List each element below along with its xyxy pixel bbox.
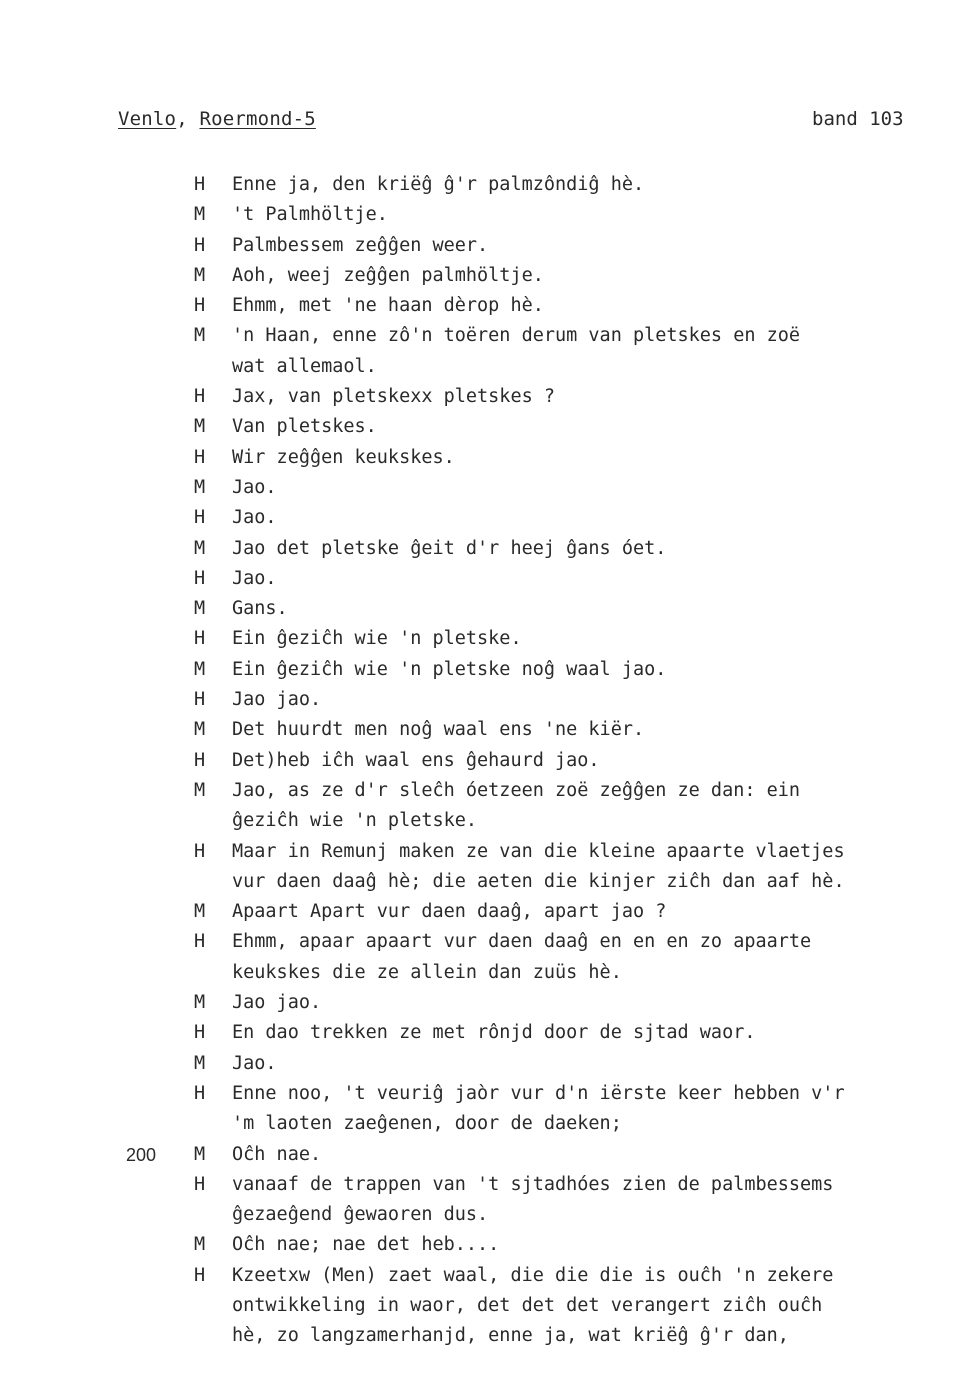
utterance-text: 'n Haan, enne zô'n toëren derum van pletskes en zoë (232, 325, 801, 347)
speaker-label: H (194, 1264, 206, 1286)
utterance-text: Jao jao. (232, 689, 322, 711)
utterance-text: Jao det pletske ĝeit d'r heej ĝans óet. (232, 537, 667, 559)
transcript-line (0, 1018, 973, 1048)
speaker-label: H (194, 1173, 206, 1195)
speaker-label: H (194, 567, 206, 589)
speaker-label: M (194, 992, 206, 1014)
transcript-line (0, 291, 973, 321)
utterance-text: En dao trekken ze met rônjd door de sjtad waor. (232, 1022, 756, 1044)
transcript-line (0, 564, 973, 594)
utterance-text: Oĉh nae; nae det heb.... (232, 1234, 500, 1256)
utterance-text: wat allemaol. (232, 355, 377, 377)
utterance-text: Gans. (232, 598, 288, 620)
speaker-label: M (194, 658, 206, 680)
utterance-text: Oĉh nae. (232, 1143, 322, 1165)
speaker-label: H (194, 749, 206, 771)
transcript-line (0, 1321, 973, 1351)
speaker-label: M (194, 719, 206, 741)
speaker-label: H (194, 1022, 206, 1044)
utterance-text: Ein ĝeziĉh wie 'n pletske. (232, 628, 522, 650)
transcript-line (0, 685, 973, 715)
speaker-label: M (194, 537, 206, 559)
transcript-line (0, 1140, 973, 1170)
transcript-line (0, 1291, 973, 1321)
transcript-line (0, 200, 973, 230)
header-location (118, 108, 316, 130)
transcript-line (0, 352, 973, 382)
utterance-text: Det huurdt men noĝ waal ens 'ne kiër. (232, 719, 645, 741)
speaker-label: M (194, 1234, 206, 1256)
utterance-text: hè, zo langzamerhanjd, enne ja, wat kriëĝ ĝ'r dan, (232, 1325, 789, 1347)
transcript-line (0, 170, 973, 200)
utterance-text: Jao. (232, 476, 277, 498)
speaker-label: M (194, 325, 206, 347)
transcript-line (0, 382, 973, 412)
utterance-text: keukskes die ze allein dan zuüs hè. (232, 961, 622, 983)
transcript-line (0, 867, 973, 897)
transcript-line (0, 776, 973, 806)
transcript-line (0, 412, 973, 442)
speaker-label: M (194, 901, 206, 923)
transcript-line (0, 443, 973, 473)
transcript-line (0, 715, 973, 745)
utterance-text: Palmbessem zeĝĝen weer. (232, 234, 489, 256)
utterance-text: 'm laoten zaeĝenen, door de daeken; (232, 1113, 622, 1135)
transcript-line (0, 837, 973, 867)
utterance-text: vur daen daaĝ hè; die aeten die kinjer ziĉh dan aaf hè. (232, 870, 845, 892)
speaker-label: H (194, 840, 206, 862)
utterance-text: Ehmm, met 'ne haan dèrop hè. (232, 295, 544, 317)
transcript-line (0, 624, 973, 654)
utterance-text: 't Palmhöltje. (232, 204, 388, 226)
utterance-text: Kzeetxw (Men) zaet waal, die die die is ouĉh 'n zekere (232, 1264, 834, 1286)
utterance-text: ĝezaeĝend ĝewaoren dus. (232, 1204, 489, 1226)
speaker-label: M (194, 598, 206, 620)
speaker-label: H (194, 689, 206, 711)
speaker-label: M (194, 476, 206, 498)
transcript-line (0, 321, 973, 351)
utterance-text: Ehmm, apaar apaart vur daen daaĝ en en en zo apaarte (232, 931, 812, 953)
speaker-label: M (194, 1143, 206, 1165)
transcript-line (0, 806, 973, 836)
utterance-text: Ein ĝeziĉh wie 'n pletske noĝ waal jao. (232, 658, 667, 680)
header-place-1: Venlo (118, 108, 177, 130)
utterance-text: Van pletskes. (232, 416, 377, 438)
utterance-text: ĝeziĉh wie 'n pletske. (232, 810, 478, 832)
utterance-text: Det)heb iĉh waal ens ĝehaurd jao. (232, 749, 600, 771)
speaker-label: H (194, 386, 206, 408)
transcript-line (0, 534, 973, 564)
utterance-text: Wir zeĝĝen keukskes. (232, 446, 455, 468)
speaker-label: H (194, 295, 206, 317)
utterance-text: Enne ja, den kriëĝ ĝ'r palmzôndiĝ hè. (232, 174, 645, 195)
transcript-line (0, 1079, 973, 1109)
speaker-label: H (194, 174, 206, 195)
speaker-label: H (194, 931, 206, 953)
transcript-line (0, 1049, 973, 1079)
transcript-line (0, 473, 973, 503)
transcript-line (0, 1230, 973, 1260)
speaker-label: H (194, 1082, 206, 1104)
utterance-text: Enne noo, 't veuriĝ jaòr vur d'n iërste keer hebben v'r (232, 1082, 845, 1104)
transcript-line (0, 655, 973, 685)
utterance-text: Jao jao. (232, 992, 322, 1014)
transcript-line (0, 261, 973, 291)
utterance-text: Jax, van pletskexx pletskes ? (232, 386, 556, 408)
utterance-text: Jao, as ze d'r sleĉh óetzeen zoë zeĝĝen ze dan: ein (232, 779, 801, 801)
transcript-line (0, 594, 973, 624)
utterance-text: vanaaf de trappen van 't sjtadhóes zien de palmbessems (232, 1173, 834, 1195)
transcript-line (0, 1200, 973, 1230)
utterance-text: ontwikkeling in waor, det det det verangert ziĉh ouĉh (232, 1294, 823, 1316)
header-separator: , (176, 108, 188, 130)
speaker-label: H (194, 234, 206, 256)
transcript-line (0, 503, 973, 533)
line-number: 200 (126, 1144, 157, 1165)
transcript-line (0, 988, 973, 1018)
header-band: band 103 (812, 108, 904, 130)
transcript-line (0, 958, 973, 988)
transcript-line (0, 746, 973, 776)
transcript-line (0, 231, 973, 261)
utterance-text: Apaart Apart vur daen daaĝ, apart jao ? (232, 901, 667, 923)
speaker-label: H (194, 628, 206, 650)
speaker-label: H (194, 507, 206, 529)
utterance-text: Jao. (232, 1052, 277, 1074)
transcript-line (0, 1170, 973, 1200)
speaker-label: M (194, 779, 206, 801)
utterance-text: Aoh, weej zeĝĝen palmhöltje. (232, 264, 544, 286)
speaker-label: H (194, 446, 206, 468)
transcript-line (0, 1109, 973, 1139)
transcript (0, 170, 973, 1352)
transcript-line (0, 927, 973, 957)
utterance-text: Jao. (232, 567, 277, 589)
speaker-label: M (194, 416, 206, 438)
transcript-line (0, 897, 973, 927)
header-place-2: Roermond-5 (199, 108, 316, 130)
speaker-label: M (194, 204, 206, 226)
utterance-text: Jao. (232, 507, 277, 529)
speaker-label: M (194, 1052, 206, 1074)
utterance-text: Maar in Remunj maken ze van die kleine apaarte vlaetjes (232, 840, 845, 862)
speaker-label: M (194, 264, 206, 286)
transcript-line (0, 1261, 973, 1291)
